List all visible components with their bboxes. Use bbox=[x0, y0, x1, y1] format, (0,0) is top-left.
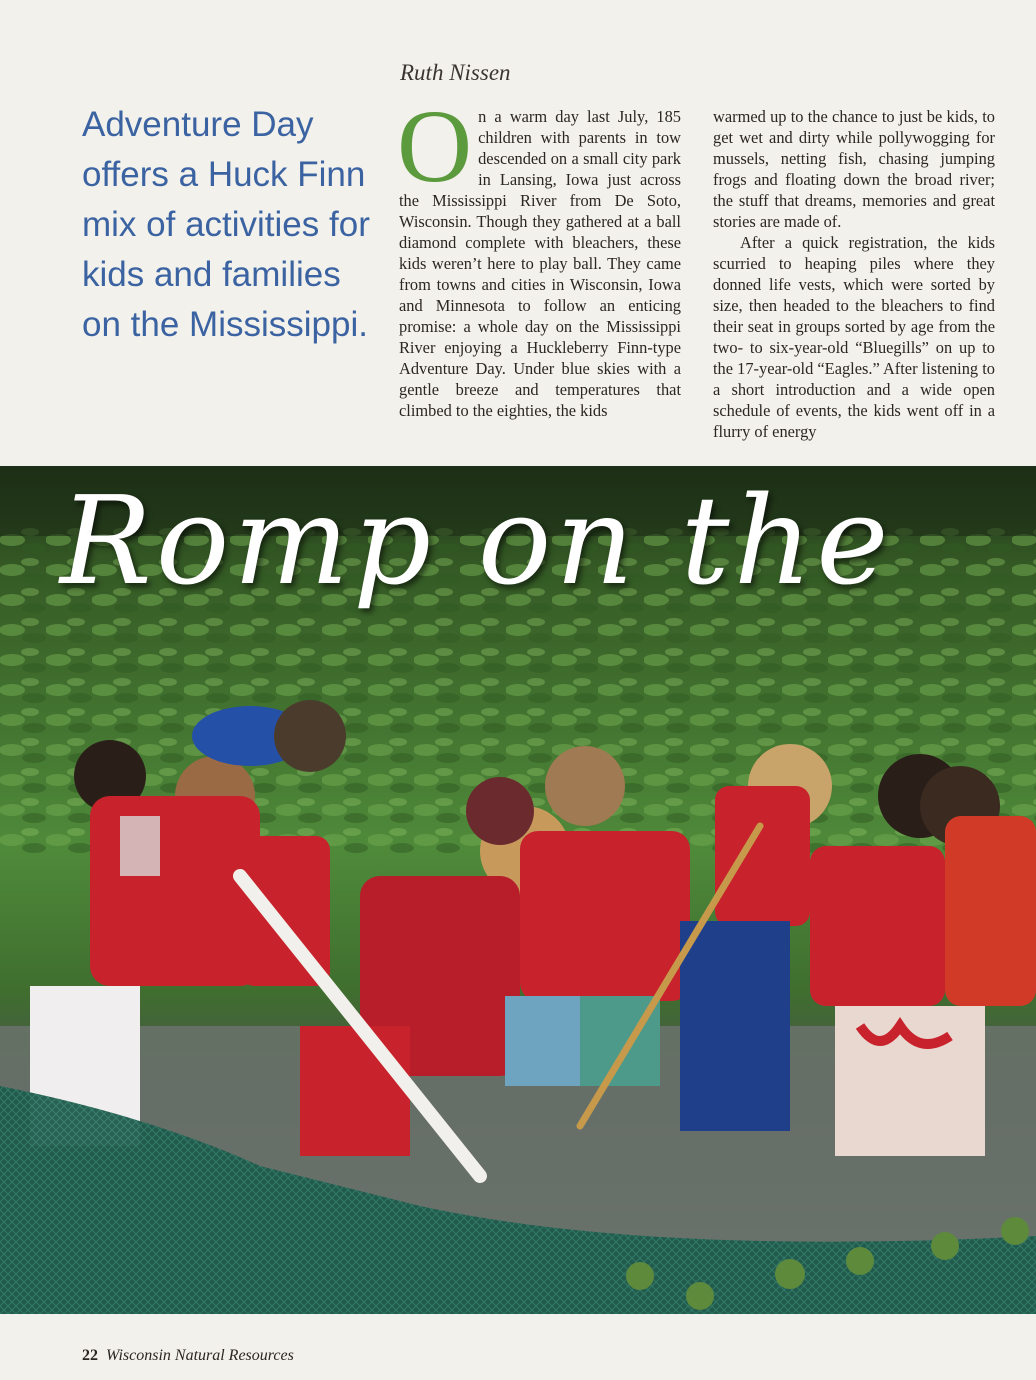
drop-cap: O bbox=[397, 89, 473, 204]
paragraph-2: warmed up to the chance to just be kids, to get wet and dirty while pollywogging for mussels, netting fish, chasing jumping frogs and floating down the broad river; the stuff that dreams, memories and great stories are made of. bbox=[713, 107, 995, 231]
headline: Romp on the bbox=[60, 470, 893, 612]
paragraph-1 bbox=[397, 89, 681, 421]
magazine-name: Wisconsin Natural Resources bbox=[106, 1347, 294, 1364]
paragraph-1-text: n a warm day last July, 185 children with parents in tow descended on a small city park in Lansing, Iowa just across the Mississippi River from De Soto, Wisconsin. Though they gathered at a ball diamond complete with bleachers, these kids weren’t here to play ball. They came from towns and cities in Wisconsin, Iowa and Minnesota to follow an enticing promise: a whole day on the Mississippi River enjoying a Huckleberry Finn-type Adventure Day. Under blue skies with a gentle breeze and temperatures that climbed to the eighties, the kids bbox=[399, 107, 681, 420]
body-column-1 bbox=[397, 89, 681, 421]
body-column-2 bbox=[713, 106, 995, 442]
article-deck: Adventure Day offers a Huck Finn mix of activities for kids and families on the Mississippi. bbox=[82, 105, 370, 344]
paragraph-3: After a quick registration, the kids scurried to heaping piles where they donned life vests, which were sorted by size, then headed to the bleachers to find their seat in groups sorted by age from the two- to six-year-old “Bluegills” on up to the 17-year-old “Eagles.” After listening to a short introduction and a wide open schedule of events, the kids went off in a flurry of energy bbox=[713, 233, 995, 441]
page-number: 22 bbox=[82, 1347, 98, 1364]
page-footer bbox=[82, 1347, 294, 1365]
author-byline: Ruth Nissen bbox=[400, 60, 511, 85]
